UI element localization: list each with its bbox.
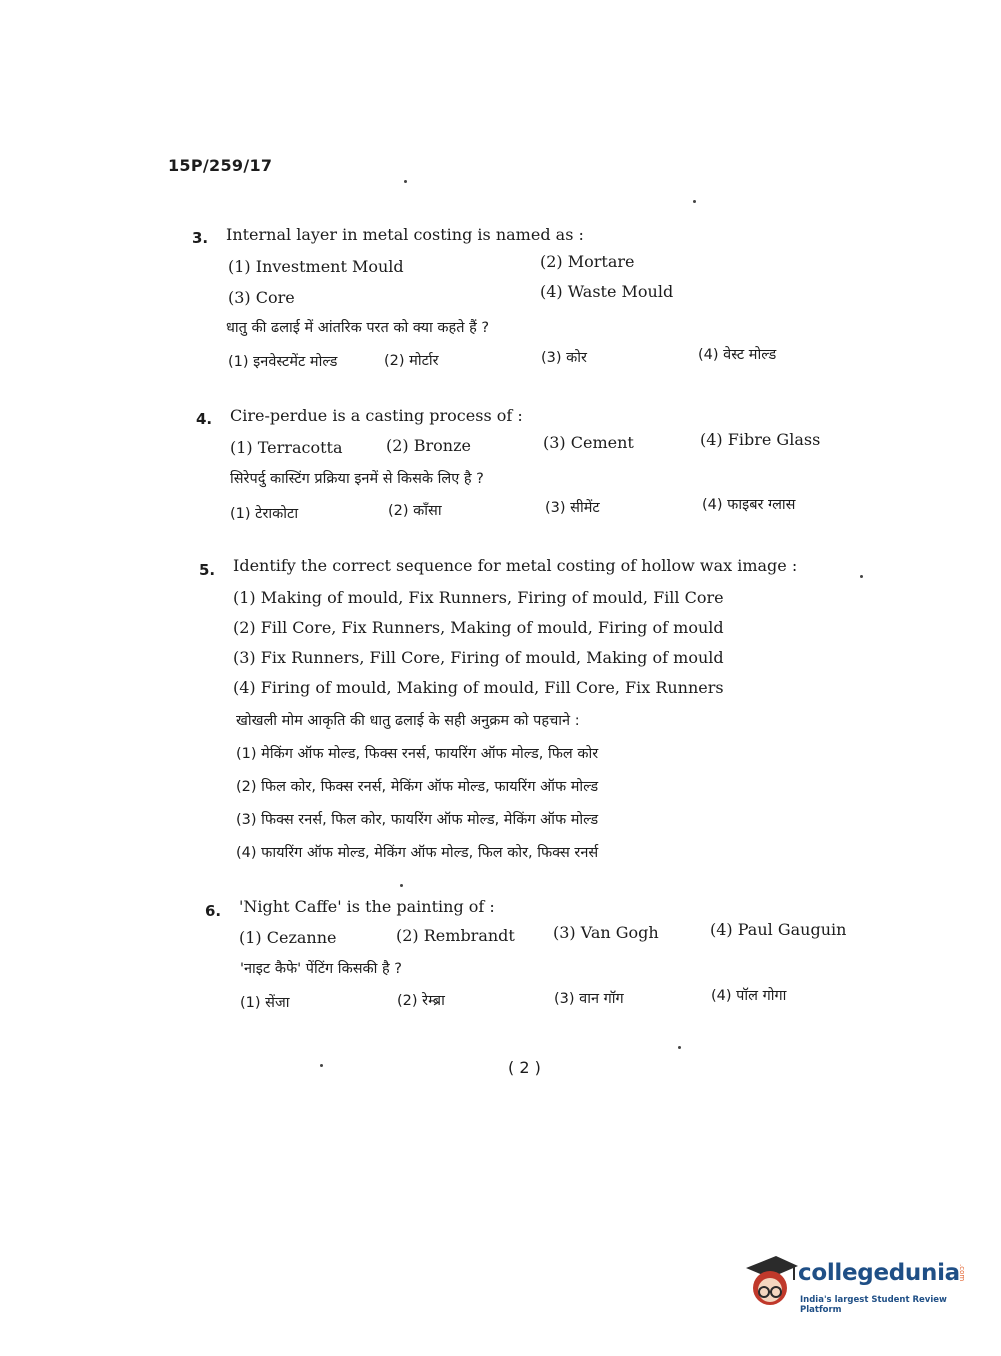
question-text-en: Cire-perdue is a casting process of :	[230, 406, 523, 425]
question-text-en: Internal layer in metal costing is named as :	[226, 225, 584, 244]
scan-speck	[678, 1046, 681, 1049]
scan-speck	[860, 575, 863, 578]
page-number: ( 2 )	[508, 1058, 541, 1077]
brand-tagline: India's largest Student Review Platform	[800, 1295, 947, 1315]
question-text-hi: सिरेपर्दु कास्टिंग प्रक्रिया इनमें से किसके लिए है ?	[230, 471, 484, 487]
question-text-hi: 'नाइट कैफे' पेंटिंग किसकी है ?	[240, 961, 403, 977]
option-en-1: (1) Making of mould, Fix Runners, Firing of mould, Fill Core	[233, 588, 724, 607]
option-en-1: (1) Investment Mould	[228, 257, 404, 276]
option-en-2: (2) Rembrandt	[396, 926, 515, 945]
option-en-1: (1) Terracotta	[230, 438, 343, 457]
option-hi-3: (3) कोर	[541, 350, 587, 366]
option-hi-2: (2) फिल कोर, फिक्स रनर्स, मेकिंग ऑफ मोल्ड, फायरिंग ऑफ मोल्ड	[236, 779, 599, 795]
option-hi-1: (1) टेराकोटा	[230, 506, 299, 522]
option-en-1: (1) Cezanne	[239, 928, 337, 947]
option-hi-4: (4) फायरिंग ऑफ मोल्ड, मेकिंग ऑफ मोल्ड, फिल कोर, फिक्स रनर्स	[236, 845, 599, 861]
option-en-3: (3) Cement	[543, 433, 634, 452]
scan-speck	[320, 1064, 323, 1067]
question-text-hi: खोखली मोम आकृति की धातु ढलाई के सही अनुक्रम को पहचाने :	[236, 713, 580, 729]
option-hi-2: (2) रेम्ब्रा	[397, 993, 445, 1009]
option-en-4: (4) Firing of mould, Making of mould, Fill Core, Fix Runners	[233, 678, 724, 697]
question-number: 3.	[192, 229, 209, 247]
question-number: 5.	[199, 561, 216, 579]
option-en-2: (2) Bronze	[386, 436, 471, 455]
question-number: 4.	[196, 410, 213, 428]
option-hi-4: (4) फाइबर ग्लास	[702, 497, 796, 513]
option-hi-4: (4) वेस्ट मोल्ड	[698, 347, 777, 363]
option-hi-2: (2) मोर्टार	[384, 353, 439, 369]
brand-name: collegedunia	[798, 1260, 960, 1286]
scan-speck	[693, 200, 696, 203]
option-en-2: (2) Mortare	[540, 252, 635, 271]
paper-code: 15P/259/17	[168, 156, 273, 175]
option-en-3: (3) Core	[228, 288, 295, 307]
option-hi-1: (1) सेंजा	[240, 995, 290, 1011]
scan-speck	[400, 884, 403, 887]
option-hi-1: (1) इनवेस्टमेंट मोल्ड	[228, 354, 338, 370]
question-text-en: Identify the correct sequence for metal costing of hollow wax image :	[233, 556, 798, 575]
option-hi-3: (3) वान गॉग	[554, 991, 624, 1007]
option-en-2: (2) Fill Core, Fix Runners, Making of mould, Firing of mould	[233, 618, 724, 637]
collegedunia-logo	[742, 1250, 972, 1320]
option-hi-2: (2) काँसा	[388, 503, 442, 519]
option-en-4: (4) Waste Mould	[540, 282, 674, 301]
question-number: 6.	[205, 902, 222, 920]
question-text-en: 'Night Caffe' is the painting of :	[239, 897, 495, 916]
option-hi-4: (4) पॉल गोगा	[711, 988, 787, 1004]
graduate-mascot-icon	[742, 1250, 800, 1312]
option-hi-3: (3) फिक्स रनर्स, फिल कोर, फायरिंग ऑफ मोल्ड, मेकिंग ऑफ मोल्ड	[236, 812, 599, 828]
option-en-3: (3) Fix Runners, Fill Core, Firing of mould, Making of mould	[233, 648, 724, 667]
option-en-3: (3) Van Gogh	[553, 923, 659, 942]
question-text-hi: धातु की ढलाई में आंतरिक परत को क्या कहते हैं ?	[226, 320, 490, 336]
option-en-4: (4) Fibre Glass	[700, 430, 821, 449]
option-hi-3: (3) सीमेंट	[545, 500, 600, 516]
option-en-4: (4) Paul Gauguin	[710, 920, 847, 939]
brand-domain: .com	[958, 1264, 966, 1282]
option-hi-1: (1) मेकिंग ऑफ मोल्ड, फिक्स रनर्स, फायरिंग ऑफ मोल्ड, फिल कोर	[236, 746, 599, 762]
scan-speck	[404, 180, 407, 183]
